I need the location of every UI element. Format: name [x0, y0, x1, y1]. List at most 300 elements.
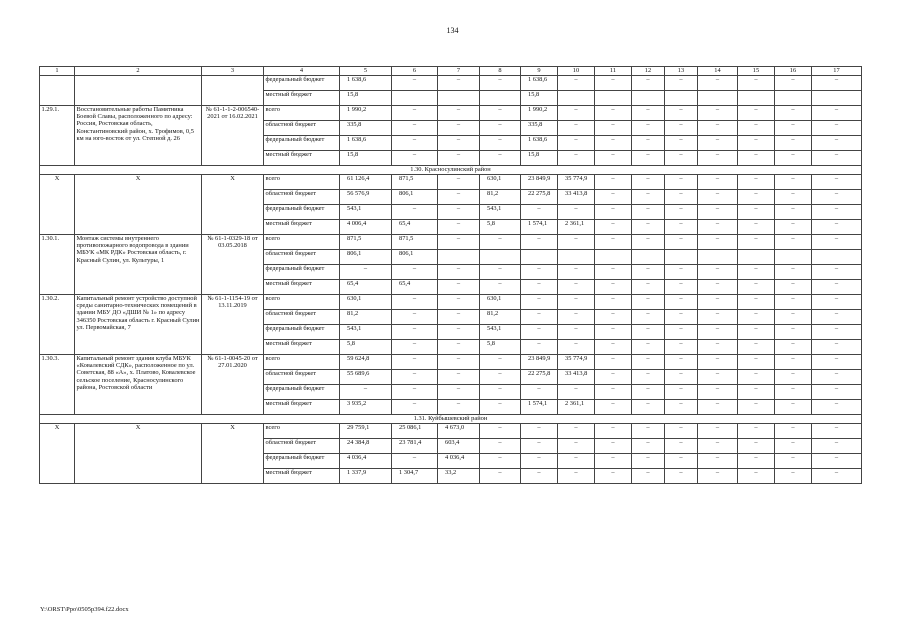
amount-cell: – — [775, 190, 812, 205]
amount-cell: 1 574,1 — [521, 400, 558, 415]
amount-cell: 4 006,4 — [340, 220, 392, 235]
amount-cell: – — [738, 340, 775, 355]
amount-cell: – — [438, 220, 480, 235]
amount-cell: – — [480, 76, 521, 91]
amount-cell: – — [480, 106, 521, 121]
amount-cell: – — [595, 310, 632, 325]
amount-cell: – — [775, 280, 812, 295]
amount-cell: 23 849,9 — [521, 175, 558, 190]
amount-cell: 630,1 — [480, 295, 521, 310]
amount-cell: – — [698, 310, 738, 325]
amount-cell: – — [595, 454, 632, 469]
amount-cell: – — [392, 400, 438, 415]
column-number: 17 — [812, 67, 862, 76]
amount-cell: – — [632, 340, 665, 355]
amount-cell: 1 304,7 — [392, 469, 438, 484]
amount-cell: 806,1 — [340, 250, 392, 265]
amount-cell: – — [438, 106, 480, 121]
approval-reference: № 61-1-1154-19 от 13.11.2019 — [202, 295, 264, 355]
amount-cell: 1 638,6 — [521, 136, 558, 151]
amount-cell — [738, 250, 775, 265]
amount-cell: – — [738, 106, 775, 121]
amount-cell: 81,2 — [340, 310, 392, 325]
amount-cell: – — [558, 151, 595, 166]
amount-cell — [392, 91, 438, 106]
amount-cell: – — [340, 265, 392, 280]
amount-cell: 65,4 — [392, 220, 438, 235]
amount-cell: 1 638,6 — [340, 76, 392, 91]
amount-cell: – — [438, 121, 480, 136]
amount-cell: 4 036,4 — [340, 454, 392, 469]
amount-cell: – — [521, 325, 558, 340]
amount-cell: – — [775, 265, 812, 280]
amount-cell: – — [738, 265, 775, 280]
amount-cell: 61 126,4 — [340, 175, 392, 190]
amount-cell: – — [738, 151, 775, 166]
column-number: 10 — [558, 67, 595, 76]
amount-cell: – — [438, 265, 480, 280]
column-number: 12 — [632, 67, 665, 76]
amount-cell: – — [480, 370, 521, 385]
amount-cell: – — [392, 265, 438, 280]
amount-cell — [698, 91, 738, 106]
amount-cell: – — [340, 385, 392, 400]
amount-cell: – — [595, 190, 632, 205]
amount-cell: – — [775, 295, 812, 310]
amount-cell: 23 781,4 — [392, 439, 438, 454]
amount-cell: – — [775, 340, 812, 355]
amount-cell: – — [438, 400, 480, 415]
amount-cell: 1 638,6 — [340, 136, 392, 151]
funding-source: федеральный бюджет — [264, 136, 340, 151]
amount-cell: – — [698, 265, 738, 280]
amount-cell: 335,8 — [340, 121, 392, 136]
amount-cell: – — [480, 439, 521, 454]
amount-cell: 55 689,6 — [340, 370, 392, 385]
column-number: 1 — [40, 67, 75, 76]
column-number: 9 — [521, 67, 558, 76]
amount-cell: – — [558, 121, 595, 136]
amount-cell: – — [738, 325, 775, 340]
amount-cell: – — [812, 136, 862, 151]
amount-cell: – — [632, 76, 665, 91]
amount-cell: – — [521, 469, 558, 484]
funding-source: местный бюджет — [264, 220, 340, 235]
amount-cell: – — [812, 355, 862, 370]
amount-cell: 23 849,9 — [521, 355, 558, 370]
amount-cell: – — [558, 265, 595, 280]
amount-cell: – — [595, 175, 632, 190]
approval-reference: X — [202, 175, 264, 235]
amount-cell: – — [558, 106, 595, 121]
funding-source: всего — [264, 355, 340, 370]
amount-cell: – — [558, 385, 595, 400]
section-title: 1.31. Куйбышевский район — [40, 415, 862, 424]
amount-cell — [480, 250, 521, 265]
amount-cell: – — [595, 424, 632, 439]
amount-cell: 65,4 — [340, 280, 392, 295]
amount-cell: 871,5 — [392, 175, 438, 190]
amount-cell: – — [480, 121, 521, 136]
funding-source: всего — [264, 235, 340, 250]
section-header-row — [40, 415, 862, 424]
amount-cell: – — [632, 310, 665, 325]
amount-cell: – — [698, 76, 738, 91]
amount-cell — [775, 250, 812, 265]
amount-cell: – — [438, 310, 480, 325]
amount-cell: 59 624,8 — [340, 355, 392, 370]
amount-cell: – — [812, 424, 862, 439]
amount-cell: – — [438, 190, 480, 205]
amount-cell: – — [812, 295, 862, 310]
amount-cell: 15,8 — [340, 91, 392, 106]
amount-cell — [738, 91, 775, 106]
amount-cell: – — [392, 106, 438, 121]
amount-cell: – — [595, 220, 632, 235]
amount-cell: – — [665, 175, 698, 190]
amount-cell: – — [665, 205, 698, 220]
amount-cell: – — [698, 424, 738, 439]
amount-cell: – — [738, 355, 775, 370]
approval-reference: X — [202, 424, 264, 484]
amount-cell: – — [665, 136, 698, 151]
amount-cell: – — [812, 106, 862, 121]
amount-cell: – — [738, 280, 775, 295]
amount-cell: – — [595, 121, 632, 136]
funding-source: местный бюджет — [264, 151, 340, 166]
amount-cell: – — [812, 175, 862, 190]
amount-cell: 543,1 — [340, 205, 392, 220]
amount-cell: – — [558, 469, 595, 484]
amount-cell: – — [392, 121, 438, 136]
amount-cell: – — [812, 265, 862, 280]
amount-cell: – — [480, 424, 521, 439]
amount-cell: 15,8 — [521, 91, 558, 106]
amount-cell: – — [698, 295, 738, 310]
amount-cell: – — [595, 325, 632, 340]
item-number: 1.30.2. — [40, 295, 75, 355]
amount-cell: – — [632, 175, 665, 190]
amount-cell: 3 935,2 — [340, 400, 392, 415]
amount-cell: 806,1 — [392, 250, 438, 265]
amount-cell: – — [738, 400, 775, 415]
item-number: X — [40, 424, 75, 484]
amount-cell — [632, 91, 665, 106]
approval-reference: № 61-1-1-2-006540-2021 от 16.02.2021 — [202, 106, 264, 166]
amount-cell: – — [392, 355, 438, 370]
amount-cell: – — [595, 469, 632, 484]
funding-source: областной бюджет — [264, 190, 340, 205]
table-row — [40, 76, 862, 91]
amount-cell: – — [438, 325, 480, 340]
column-number: 15 — [738, 67, 775, 76]
amount-cell — [438, 91, 480, 106]
section-title: 1.30. Красносулинский район — [40, 166, 862, 175]
amount-cell: – — [812, 454, 862, 469]
amount-cell: – — [438, 175, 480, 190]
table-row — [40, 106, 862, 121]
amount-cell: – — [738, 136, 775, 151]
amount-cell: – — [521, 439, 558, 454]
amount-cell: – — [812, 76, 862, 91]
item-description: Восстановительные работы Памятника Боевой Славы, расположенного по адресу: Россия, Ростовская область, Константиновский район, х. Трофимов, 0,5 км на юго-восток от ул. Степной д. 26 — [75, 106, 202, 166]
amount-cell: – — [665, 355, 698, 370]
amount-cell: – — [595, 205, 632, 220]
approval-reference: № 61-1-0045-20 от 27.01.2020 — [202, 355, 264, 415]
amount-cell: – — [595, 280, 632, 295]
item-description: Капитальный ремонт устройство доступной среды санитарно-технических помещений в здании МБУ ДО «ДШИ № 1» по адресу 346350 Ростовская область г. Красный Сулин ул. Первомайская, 7 — [75, 295, 202, 355]
funding-source: всего — [264, 175, 340, 190]
amount-cell: 15,8 — [521, 151, 558, 166]
amount-cell: – — [812, 469, 862, 484]
amount-cell: – — [392, 205, 438, 220]
amount-cell: – — [480, 280, 521, 295]
amount-cell: – — [438, 385, 480, 400]
amount-cell: – — [480, 400, 521, 415]
amount-cell: 29 759,1 — [340, 424, 392, 439]
amount-cell — [558, 91, 595, 106]
amount-cell: – — [775, 325, 812, 340]
amount-cell: – — [480, 265, 521, 280]
funding-source: областной бюджет — [264, 370, 340, 385]
amount-cell: 22 275,8 — [521, 190, 558, 205]
amount-cell: – — [775, 76, 812, 91]
amount-cell: – — [775, 355, 812, 370]
amount-cell — [812, 91, 862, 106]
amount-cell: – — [438, 151, 480, 166]
item-number: 1.30.1. — [40, 235, 75, 295]
item-description: X — [75, 424, 202, 484]
amount-cell: – — [738, 175, 775, 190]
amount-cell: – — [632, 280, 665, 295]
amount-cell: – — [775, 454, 812, 469]
amount-cell: – — [521, 424, 558, 439]
amount-cell: – — [392, 295, 438, 310]
amount-cell: 543,1 — [340, 325, 392, 340]
amount-cell: – — [665, 310, 698, 325]
amount-cell: – — [558, 310, 595, 325]
amount-cell: – — [480, 469, 521, 484]
amount-cell: – — [595, 370, 632, 385]
amount-cell: 33 413,8 — [558, 370, 595, 385]
amount-cell: 25 086,1 — [392, 424, 438, 439]
amount-cell: – — [438, 340, 480, 355]
amount-cell: 2 361,1 — [558, 220, 595, 235]
amount-cell: – — [775, 370, 812, 385]
amount-cell: – — [698, 136, 738, 151]
column-number: 7 — [438, 67, 480, 76]
amount-cell — [480, 91, 521, 106]
approval-reference: № 61-1-0329-18 от 03.05.2018 — [202, 235, 264, 295]
funding-source: местный бюджет — [264, 91, 340, 106]
amount-cell: – — [775, 424, 812, 439]
table-row — [40, 355, 862, 370]
amount-cell: – — [698, 370, 738, 385]
amount-cell: – — [438, 295, 480, 310]
amount-cell: 35 774,9 — [558, 175, 595, 190]
amount-cell: – — [665, 265, 698, 280]
item-description: Монтаж системы внутреннего противопожарного водопровода в здании МБУК «МК РДК» Ростовская область, г. Красный Сулин, ул. Культуры, 1 — [75, 235, 202, 295]
amount-cell: – — [558, 340, 595, 355]
amount-cell: – — [665, 340, 698, 355]
amount-cell: – — [632, 235, 665, 250]
amount-cell: 4 673,0 — [438, 424, 480, 439]
column-number: 13 — [665, 67, 698, 76]
column-number: 6 — [392, 67, 438, 76]
amount-cell: – — [775, 400, 812, 415]
amount-cell: – — [632, 454, 665, 469]
amount-cell: – — [812, 385, 862, 400]
amount-cell: – — [438, 235, 480, 250]
amount-cell: – — [812, 400, 862, 415]
amount-cell: – — [698, 439, 738, 454]
amount-cell: – — [558, 136, 595, 151]
amount-cell: 1 638,6 — [521, 76, 558, 91]
amount-cell: – — [738, 295, 775, 310]
amount-cell — [595, 91, 632, 106]
item-description: X — [75, 175, 202, 235]
amount-cell: 5,8 — [480, 220, 521, 235]
amount-cell: – — [665, 385, 698, 400]
amount-cell: – — [738, 76, 775, 91]
item-description — [75, 76, 202, 106]
amount-cell: – — [665, 151, 698, 166]
approval-reference — [202, 76, 264, 106]
amount-cell: – — [738, 205, 775, 220]
amount-cell: – — [392, 340, 438, 355]
amount-cell: – — [480, 151, 521, 166]
amount-cell: – — [438, 280, 480, 295]
amount-cell: – — [775, 220, 812, 235]
amount-cell: – — [665, 454, 698, 469]
amount-cell: – — [775, 310, 812, 325]
amount-cell: – — [480, 235, 521, 250]
amount-cell: – — [521, 295, 558, 310]
footer-file-path: Y:\ORST\Ppo\0505p394.f22.docx — [40, 606, 129, 613]
amount-cell: – — [812, 121, 862, 136]
amount-cell: – — [698, 280, 738, 295]
amount-cell: – — [738, 469, 775, 484]
amount-cell: – — [632, 121, 665, 136]
amount-cell: – — [521, 280, 558, 295]
amount-cell: 335,8 — [521, 121, 558, 136]
amount-cell: – — [632, 151, 665, 166]
amount-cell: – — [558, 325, 595, 340]
amount-cell: 603,4 — [438, 439, 480, 454]
amount-cell: 33 413,8 — [558, 190, 595, 205]
amount-cell: – — [698, 106, 738, 121]
amount-cell: – — [480, 136, 521, 151]
amount-cell: – — [812, 220, 862, 235]
amount-cell: – — [438, 355, 480, 370]
amount-cell: – — [521, 235, 558, 250]
funding-source: федеральный бюджет — [264, 385, 340, 400]
column-number: 8 — [480, 67, 521, 76]
item-description: Капитальный ремонт здания клуба МБУК «Ковалевский СДК», расположенное по ул. Советская, 88 «А», х. Платово, Ковалевское сельское поселение, Красносулинского района, Ростовской области — [75, 355, 202, 415]
amount-cell — [775, 91, 812, 106]
amount-cell: – — [632, 136, 665, 151]
amount-cell: – — [521, 340, 558, 355]
amount-cell: – — [775, 439, 812, 454]
amount-cell — [665, 250, 698, 265]
amount-cell: 81,2 — [480, 310, 521, 325]
amount-cell: – — [738, 439, 775, 454]
amount-cell: – — [632, 355, 665, 370]
amount-cell: 56 576,9 — [340, 190, 392, 205]
item-number — [40, 76, 75, 106]
amount-cell: – — [595, 151, 632, 166]
amount-cell: – — [558, 205, 595, 220]
amount-cell — [698, 250, 738, 265]
amount-cell: – — [632, 370, 665, 385]
amount-cell: – — [775, 235, 812, 250]
amount-cell: 1 574,1 — [521, 220, 558, 235]
amount-cell: – — [632, 295, 665, 310]
amount-cell: 5,8 — [480, 340, 521, 355]
amount-cell: – — [665, 424, 698, 439]
amount-cell: – — [812, 151, 862, 166]
funding-source: федеральный бюджет — [264, 76, 340, 91]
budget-table — [39, 66, 862, 484]
amount-cell: 22 275,8 — [521, 370, 558, 385]
amount-cell: – — [665, 469, 698, 484]
amount-cell: – — [392, 454, 438, 469]
amount-cell: – — [698, 190, 738, 205]
amount-cell: – — [812, 205, 862, 220]
amount-cell: – — [698, 355, 738, 370]
amount-cell: – — [632, 265, 665, 280]
amount-cell: 1 337,9 — [340, 469, 392, 484]
amount-cell: – — [812, 325, 862, 340]
amount-cell: – — [632, 469, 665, 484]
column-number-row — [40, 67, 862, 76]
amount-cell: – — [665, 370, 698, 385]
table-body — [40, 67, 862, 484]
amount-cell: – — [698, 235, 738, 250]
amount-cell: – — [698, 385, 738, 400]
amount-cell — [595, 250, 632, 265]
amount-cell: – — [438, 205, 480, 220]
item-number: 1.29.1. — [40, 106, 75, 166]
amount-cell: – — [595, 295, 632, 310]
amount-cell: – — [632, 385, 665, 400]
amount-cell: – — [738, 370, 775, 385]
amount-cell: – — [558, 439, 595, 454]
funding-source: всего — [264, 424, 340, 439]
funding-source: всего — [264, 106, 340, 121]
amount-cell: – — [738, 385, 775, 400]
amount-cell: – — [665, 76, 698, 91]
amount-cell: – — [521, 265, 558, 280]
funding-source: местный бюджет — [264, 469, 340, 484]
amount-cell: – — [738, 235, 775, 250]
amount-cell: – — [392, 136, 438, 151]
amount-cell: – — [392, 76, 438, 91]
amount-cell: 24 384,8 — [340, 439, 392, 454]
funding-source: всего — [264, 295, 340, 310]
amount-cell: – — [558, 235, 595, 250]
amount-cell: – — [595, 235, 632, 250]
amount-cell: – — [812, 439, 862, 454]
funding-source: местный бюджет — [264, 400, 340, 415]
amount-cell: – — [632, 424, 665, 439]
item-number: X — [40, 175, 75, 235]
amount-cell: 35 774,9 — [558, 355, 595, 370]
amount-cell: 15,8 — [340, 151, 392, 166]
amount-cell: 806,1 — [392, 190, 438, 205]
amount-cell: – — [665, 295, 698, 310]
amount-cell: – — [595, 355, 632, 370]
